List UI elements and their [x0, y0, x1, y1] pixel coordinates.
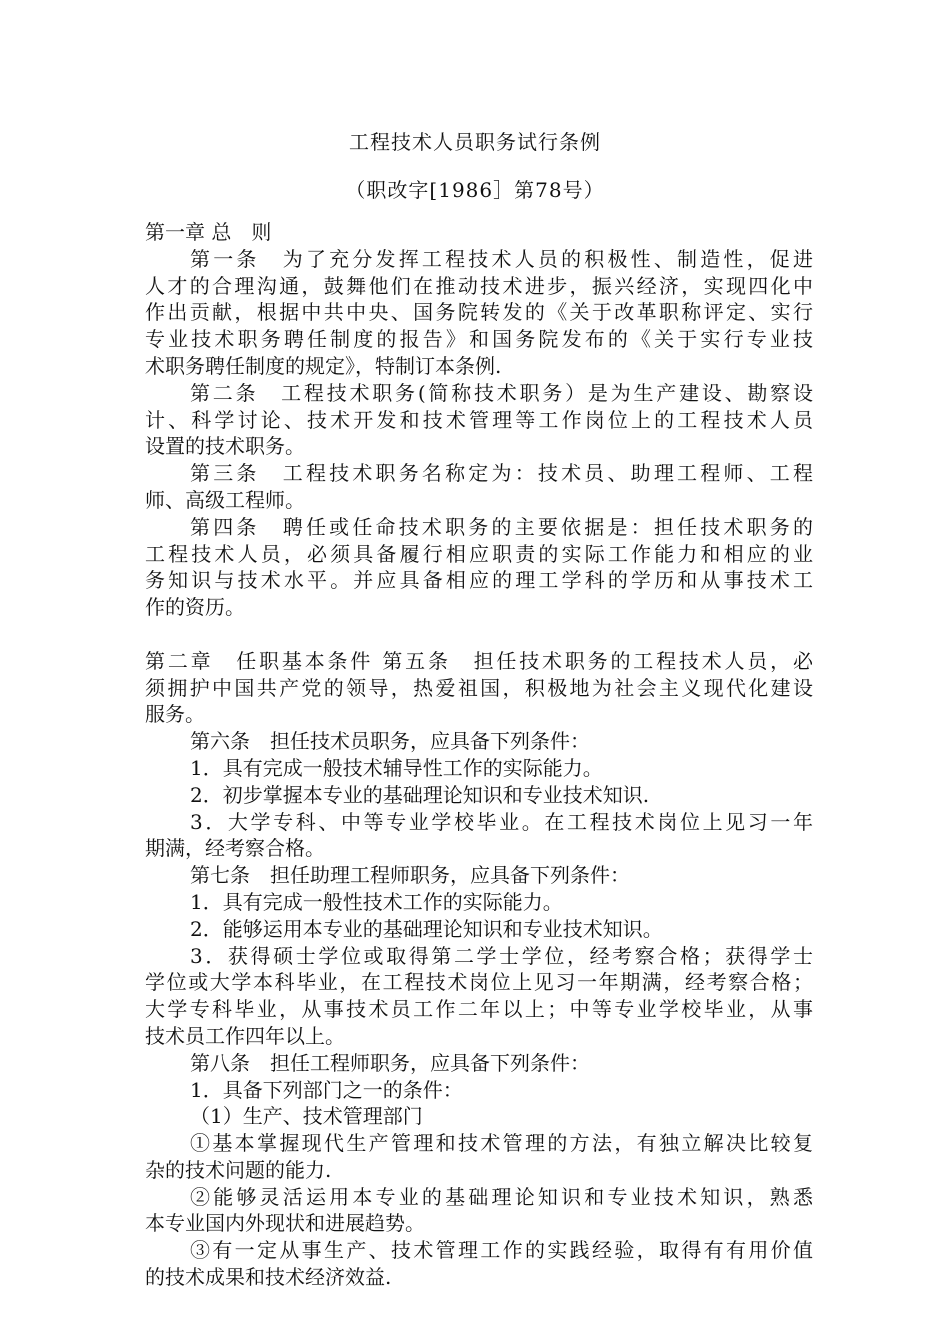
text-line: 3．获得硕士学位或取得第二学士学位，经考察合格；获得学士 — [190, 943, 813, 968]
text-line: ①基本掌握现代生产管理和技术管理的方法，有独立解决比较复 — [190, 1131, 813, 1156]
paragraph-gap — [145, 621, 813, 648]
text-line: 本专业国内外现状和进展趋势。 — [145, 1211, 425, 1236]
text-line: 第八条 担任工程师职务，应具备下列条件： — [190, 1050, 590, 1075]
text-line: 人才的合理沟通，鼓舞他们在推动技术进步，振兴经济，实现四化中 — [145, 273, 813, 298]
text-line: 专业技术职务聘任制度的报告》和国务院发布的《关于实行专业技 — [145, 327, 813, 352]
text-line: 第三条 工程技术职务名称定为：技术员、助理工程师、工程 — [190, 461, 813, 486]
text-line: 1．具有完成一般性技术工作的实际能力。 — [190, 889, 563, 914]
text-line: 3．大学专科、中等专业学校毕业。在工程技术岗位上见习一年 — [190, 809, 813, 834]
text-line: 1．具有完成一般技术辅导性工作的实际能力。 — [190, 755, 603, 780]
text-line: 作的资历。 — [145, 595, 245, 620]
text-line: 计、科学讨论、技术开发和技术管理等工作岗位上的工程技术人员 — [145, 407, 813, 432]
text-line: 期满，经考察合格。 — [145, 836, 325, 861]
text-line: 第七条 担任助理工程师职务，应具备下列条件： — [190, 863, 630, 888]
text-line: 技术员工作四年以上。 — [145, 1023, 345, 1048]
text-line: ②能够灵活运用本专业的基础理论知识和专业技术知识，熟悉 — [190, 1184, 813, 1209]
text-line: 第四条 聘任或任命技术职务的主要依据是：担任技术职务的 — [190, 514, 813, 539]
text-line: ③有一定从事生产、技术管理工作的实践经验，取得有有用价值 — [190, 1238, 813, 1263]
text-line: 学位或大学本科毕业，在工程技术岗位上见习一年期满，经考察合格； — [145, 970, 813, 995]
text-line: 工程技术人员，必须具备履行相应职责的实际工作能力和相应的业 — [145, 541, 813, 566]
text-line: 1．具备下列部门之一的条件： — [190, 1077, 463, 1102]
chapter-heading: 第二章 任职基本条件 第五条 担任技术职务的工程技术人员，必 — [145, 648, 813, 673]
text-line: 作出贡献，根据中共中央、国务院转发的《关于改革职称评定、实行 — [145, 300, 813, 325]
text-line: 第一条 为了充分发挥工程技术人员的积极性、制造性，促进 — [190, 246, 813, 271]
text-line: 服务。 — [145, 702, 205, 727]
text-line: 须拥护中国共产党的领导，热爱祖国，积极地为社会主义现代化建设 — [145, 675, 813, 700]
text-line: 师、高级工程师。 — [145, 487, 305, 512]
text-line: 2．能够运用本专业的基础理论知识和专业技术知识。 — [190, 916, 663, 941]
text-line: 设置的技术职务。 — [145, 434, 305, 459]
document-title: 工程技术人员职务试行条例 — [349, 130, 601, 154]
text-line: （1）生产、技术管理部门 — [190, 1104, 423, 1129]
text-line: 术职务聘任制度的规定》，特制订本条例. — [145, 353, 502, 378]
text-line: 务知识与技术水平。并应具备相应的理工学科的学历和从事技术工 — [145, 568, 813, 593]
document-number: （职改字[1986］第78号） — [345, 178, 605, 202]
text-line: 杂的技术问题的能力. — [145, 1157, 332, 1182]
text-line: 第六条 担任技术员职务，应具备下列条件： — [190, 729, 590, 754]
text-line: 的技术成果和技术经济效益. — [145, 1265, 392, 1290]
text-line: 大学专科毕业，从事技术员工作二年以上；中等专业学校毕业，从事 — [145, 997, 813, 1022]
text-line: 2．初步掌握本专业的基础理论知识和专业技术知识. — [190, 782, 650, 807]
chapter-heading: 第一章 总 则 — [145, 220, 272, 244]
text-line: 第二条 工程技术职务(简称技术职务）是为生产建设、勘察设 — [190, 380, 813, 405]
document-body — [145, 219, 813, 1291]
